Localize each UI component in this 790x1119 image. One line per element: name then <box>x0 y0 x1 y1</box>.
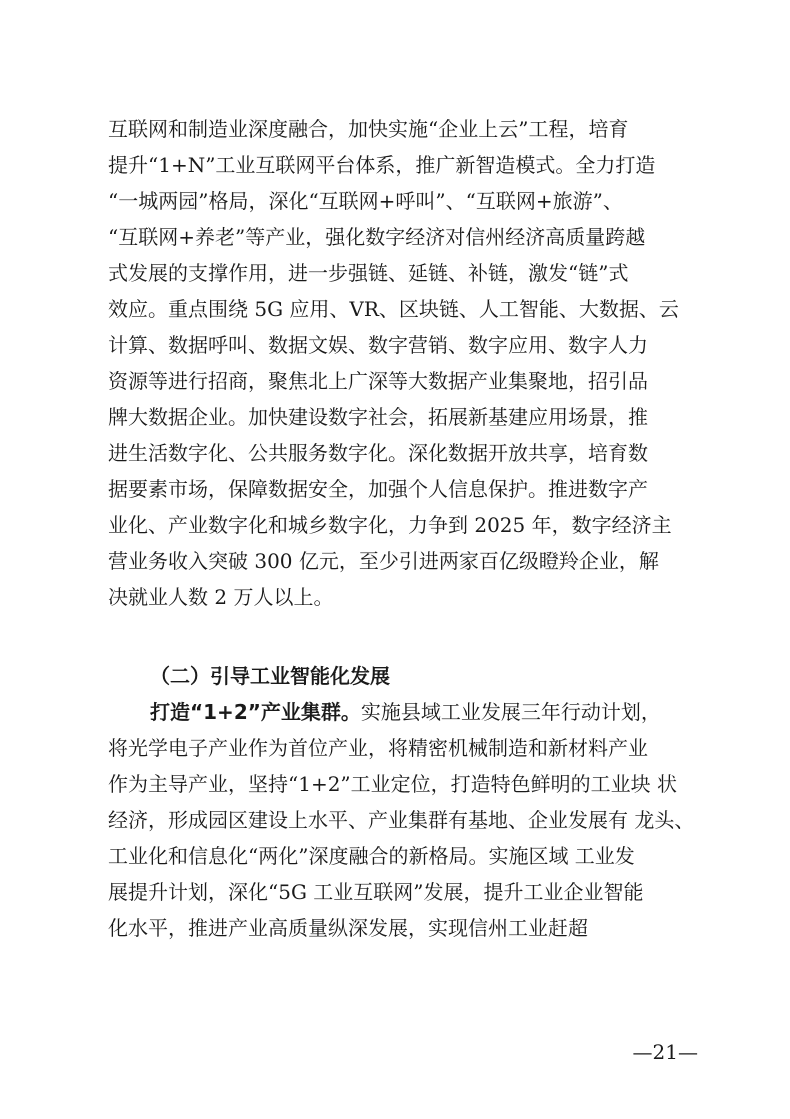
text-line: 业化、产业数字化和城乡数字化，力争到 2025 年，数字经济主 <box>108 513 672 537</box>
text-line: “互联网+养老”等产业，强化数字经济对信州经济高质量跨越 <box>108 225 646 249</box>
text-line: 营业务收入突破 300 亿元，至少引进两家百亿级瞪羚企业，解 <box>108 549 659 573</box>
text-line: 将光学电子产业作为首位产业，将精密机械制造和新材料产业 <box>108 736 648 760</box>
text-line: 互联网和制造业深度融合，加快实施“企业上云”工程，培育 <box>108 117 629 141</box>
text-line: 作为主导产业，坚持“1+2”工业定位，打造特色鲜明的工业块 状 <box>108 772 678 796</box>
paragraph-lead: 打造“1+2”产业集群。 <box>150 700 361 724</box>
text-line: 提升“1+N”工业互联网平台体系，推广新智造模式。全力打造 <box>108 153 656 177</box>
text-line: 工业化和信息化“两化”深度融合的新格局。实施区域 工业发 <box>108 844 635 868</box>
page-number: —21— <box>632 1040 698 1064</box>
text-line: 资源等进行招商，聚焦北上广深等大数据产业集聚地，招引品 <box>108 369 648 393</box>
section-heading: （二）引导工业智能化发展 <box>150 664 390 688</box>
text-line: “一城两园”格局，深化“互联网+呼叫”、“互联网+旅游”、 <box>108 189 623 213</box>
text-line: 展提升计划，深化“5G 工业互联网”发展，提升工业企业智能 <box>108 880 644 904</box>
text-line: 经济，形成园区建设上水平、产业集群有基地、企业发展有 龙头、 <box>108 808 695 832</box>
text-line: 进生活数字化、公共服务数字化。深化数据开放共享，培育数 <box>108 441 648 465</box>
text-line: 计算、数据呼叫、数据文娱、数字营销、数字应用、数字人力 <box>108 333 648 357</box>
text-line: 式发展的支撑作用，进一步强链、延链、补链，激发“链”式 <box>108 261 629 285</box>
paragraph-lead-rest: 实施县域工业发展三年行动计划， <box>360 700 661 724</box>
text-line <box>150 700 661 724</box>
text-line: 据要素市场，保障数据安全，加强个人信息保护。推进数字产 <box>108 477 648 501</box>
text-line: 牌大数据企业。加快建设数字社会，拓展新基建应用场景，推 <box>108 405 648 429</box>
text-line: 效应。重点围绕 5G 应用、VR、区块链、人工智能、大数据、云 <box>108 297 679 321</box>
text-line: 化水平，推进产业高质量纵深发展，实现信州工业赶超 <box>108 916 588 940</box>
text-line: 决就业人数 2 万人以上。 <box>108 585 334 609</box>
